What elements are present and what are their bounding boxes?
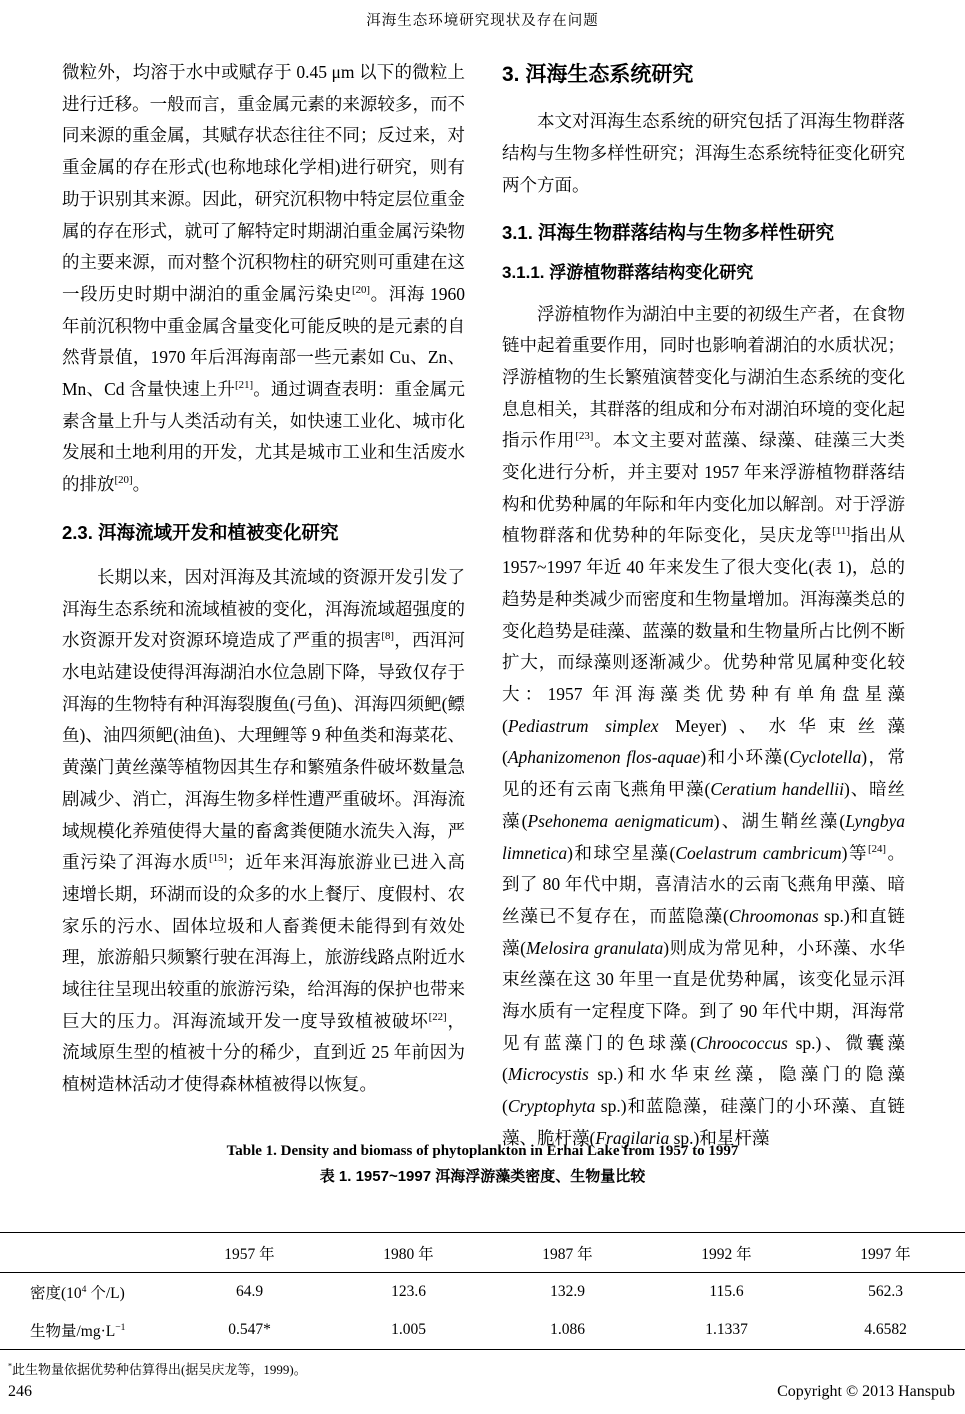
section-heading-2-3: 2.3. 洱海流域开发和植被变化研究 <box>62 521 339 543</box>
paragraph-phytoplankton: 浮游植物作为湖泊中主要的初级生产者，在食物链中起着重要作用，同时也影响着湖泊的水质状况；浮游植物的生长繁殖演替变化与湖泊生态系统的变化息息相关，其群落的组成和分布对湖泊环境的变化起指示作用[23]。本文主要对蓝藻、绿藻、硅藻三大类变化进行分析，并主要对 1957 年来浮游植物群落结构和优势种属的年际和年内变化加以解剖。对于浮游植物群落和优势种的年际变化，吴庆龙等[11]指出从 1957~1997 年近 40 年来发生了很大变化(表 1)，总的趋势是种类减少而密度和生物量增加。洱海藻类总的变化趋势是硅藻、蓝藻的数量和生物量所占比例不断扩大，而绿藻则逐渐减少。优势种常见属种变化较大：1957 年洱海藻类优势种有单角盘星藻(Pediastrum simplex Meyer)、水华束丝藻(Aphanizomenon flos-aquae)和小环藻(Cyclotella)，常见的还有云南飞燕角甲藻(Ceratium handellii)、暗丝藻(Psehonema aenigmaticum)、湖生鞘丝藻(Lyngbya limnetica)和球空星藻(Coelastrum cambricum)等[24]。到了 80 年代中期，喜清洁水的云南飞燕角甲藻、暗丝藻已不复存在，而蓝隐藻(Chroomonas sp.)和直链藻(Melosira granulata)则成为常见种，小环藻、水华束丝藻在这 30 年里一直是优势种属，该变化显示洱海水质有一定程度下降。到了 90 年代中期，洱海常见有蓝藻门的色球藻(Chroococcus sp.)、微囊藻(Microcystis sp.)和水华束丝藻，隐藻门的隐藻(Cryptophyta sp.)和蓝隐藻，硅藻门的小环藻、直链藻、脆杆藻(Fragilaria sp.)和星杆藻 <box>502 303 906 1148</box>
two-column-body <box>62 57 905 1155</box>
table-cell: 64.9 <box>235 1283 264 1300</box>
paragraph-watershed-development: 长期以来，因对洱海及其流域的资源开发引发了洱海生态系统和流域植被的变化，洱海流域超强度的水资源开发对资源环境造成了严重的损害[8]，西洱河水电站建设使得洱海湖泊水位急剧下降，导致仅存于洱海的生物特有种洱海裂腹鱼(弓鱼)、洱海四须鲃(鳔鱼)、油四须鲃(油鱼)、大理鲤等 9 种鱼类和海菜花、黄藻门黄丝藻等植物因其生存和繁殖条件破坏数量急剧减少、消亡，洱海生物多样性遭严重破坏。洱海流域规模化养殖使得大量的畜禽粪便随水流失入海，严重污染了洱海水质[15]；近年来洱海旅游业已进入高速增长期，环湖而设的众多的水上餐厅、度假村、农家乐的污水、固体垃圾和人畜粪便未能得到有效处理，旅游船只频繁行驶在洱海上，旅游线路点附近水域往往呈现出较重的旅游污染，给洱海的保护也带来巨大的压力。洱海流域开发一度导致植被破坏[22]，流域原生型的植被十分的稀少，直到近 25 年前因为植树造林活动才使得森林植被得以恢复。 <box>62 566 466 1095</box>
left-column <box>62 57 465 1155</box>
table-row-biomass <box>0 1311 965 1349</box>
table-caption-english: Table 1. Density and biomass of phytoplankton in Erhai Lake from 1957 to 1997 <box>226 1143 739 1159</box>
table-cell: 4.6582 <box>864 1321 907 1338</box>
row-label: 密度($10^4$ 个/L) <box>30 1283 125 1302</box>
page-footer <box>8 1383 955 1401</box>
paragraph-section-3-intro: 本文对洱海生态系统的研究包括了洱海生物群落结构与生物多样性研究；洱海生态系统特征变化研究两个方面。 <box>502 111 905 195</box>
table-cell: 1.086 <box>550 1321 585 1338</box>
table-header-row <box>0 1233 965 1273</box>
table-header-cell: 1980 年 <box>383 1245 434 1263</box>
table-cell: 0.547* <box>228 1321 271 1338</box>
table-header-cell: 1992 年 <box>701 1245 752 1263</box>
table-cell: 123.6 <box>391 1283 426 1300</box>
table-header-cell: 1987 年 <box>542 1245 593 1263</box>
table-cell: 562.3 <box>868 1283 903 1300</box>
table-header-cell: 1957 年 <box>224 1245 275 1263</box>
section-heading-3-1: 3.1. 洱海生物群落结构与生物多样性研究 <box>502 222 834 244</box>
table-row-density <box>0 1273 965 1311</box>
table-cell: 132.9 <box>550 1283 585 1300</box>
page-number: 246 <box>8 1383 32 1400</box>
section-heading-3: 3. 洱海生态系统研究 <box>502 63 694 86</box>
table-cell: 1.1337 <box>705 1321 748 1338</box>
table-1-block <box>0 1143 965 1378</box>
section-heading-3-1-1: 3.1.1. 浮游植物群落结构变化研究 <box>502 263 754 283</box>
table-caption-chinese: 表 1. 1957~1997 洱海浮游藻类密度、生物量比较 <box>319 1168 646 1185</box>
table-1 <box>0 1232 965 1350</box>
paragraph-heavy-metals: 微粒外，均溶于水中或赋存于 0.45 μm 以下的微粒上进行迁移。一般而言，重金属元素的来源较多，而不同来源的重金属，其赋存状态往往不同；反过来，对重金属的存在形式(也称地球化学相)进行研究，则有助于识别其来源。因此，研究沉积物中特定层位重金属的存在形式，就可了解特定时期湖泊重金属污染物的主要来源，而对整个沉积物柱的研究则可重建在这一段历史时期中湖泊的重金属污染史[20]。洱海 1960 年前沉积物中重金属含量变化可能反映的是元素的自然背景值，1970 年后洱海南部一些元素如 Cu、Zn、Mn、Cd 含量快速上升[21]。通过调查表明：重金属元素含量上升与人类活动有关，如快速工业化、城市化发展和土地利用的开发，尤其是城市工业和生活废水的排放[20]。 <box>62 62 466 495</box>
right-column <box>502 57 905 1155</box>
table-footnote: *此生物量依据优势种估算得出(据吴庆龙等，1999)。 <box>8 1361 307 1377</box>
row-label: 生物量$/mg\cdot L^{-1}$ <box>30 1321 126 1340</box>
table-cell: 1.005 <box>391 1321 426 1338</box>
table-header-cell: 1997 年 <box>860 1245 911 1263</box>
table-cell: 115.6 <box>709 1283 744 1300</box>
running-head: 洱海生态环境研究现状及存在问题 <box>366 13 599 29</box>
copyright: Copyright © 2013 Hanspub <box>777 1383 955 1400</box>
